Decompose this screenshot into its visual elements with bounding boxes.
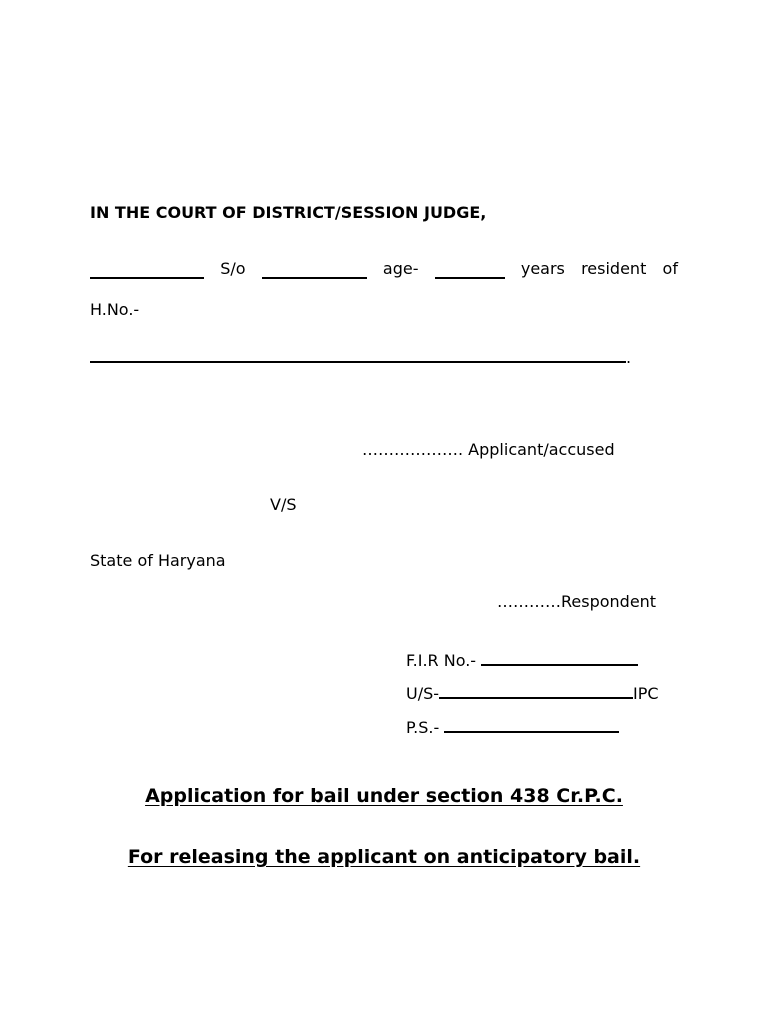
fir-label: F.I.R No.- — [406, 651, 477, 670]
applicant-details-line — [90, 259, 678, 279]
police-station-label: P.S.- — [406, 718, 440, 737]
resident-label: resident — [581, 259, 647, 278]
address-line — [90, 345, 631, 368]
police-station-line — [406, 715, 619, 738]
application-title-text: Application for bail under section 438 Cr.P.C. — [145, 785, 623, 807]
house-number-label: H.No.- — [90, 300, 140, 319]
state-label: State of Haryana — [90, 551, 226, 570]
address-blank — [90, 345, 626, 363]
section-label: U/S- — [406, 684, 440, 703]
ipc-label: IPC — [633, 684, 659, 703]
applicant-accused-label: ………………. Applicant/accused — [362, 440, 615, 459]
so-label: S/o — [220, 259, 246, 278]
fir-line — [406, 648, 638, 671]
versus-label: V/S — [270, 495, 297, 514]
age-blank — [435, 261, 505, 279]
respondent-label: …………Respondent — [497, 592, 657, 611]
application-title — [0, 784, 768, 808]
applicant-name-blank — [90, 261, 204, 279]
fir-blank — [481, 648, 638, 666]
application-subtitle — [0, 845, 768, 869]
of-label: of — [662, 259, 678, 278]
address-period: . — [626, 348, 632, 367]
father-name-blank — [262, 261, 367, 279]
police-station-blank — [444, 715, 619, 733]
application-subtitle-text: For releasing the applicant on anticipatory bail. — [127, 846, 641, 868]
years-label: years — [520, 259, 565, 278]
age-label: age- — [382, 259, 419, 278]
section-line — [406, 681, 659, 704]
section-blank — [439, 681, 633, 699]
court-heading: IN THE COURT OF DISTRICT/SESSION JUDGE, — [90, 203, 487, 222]
